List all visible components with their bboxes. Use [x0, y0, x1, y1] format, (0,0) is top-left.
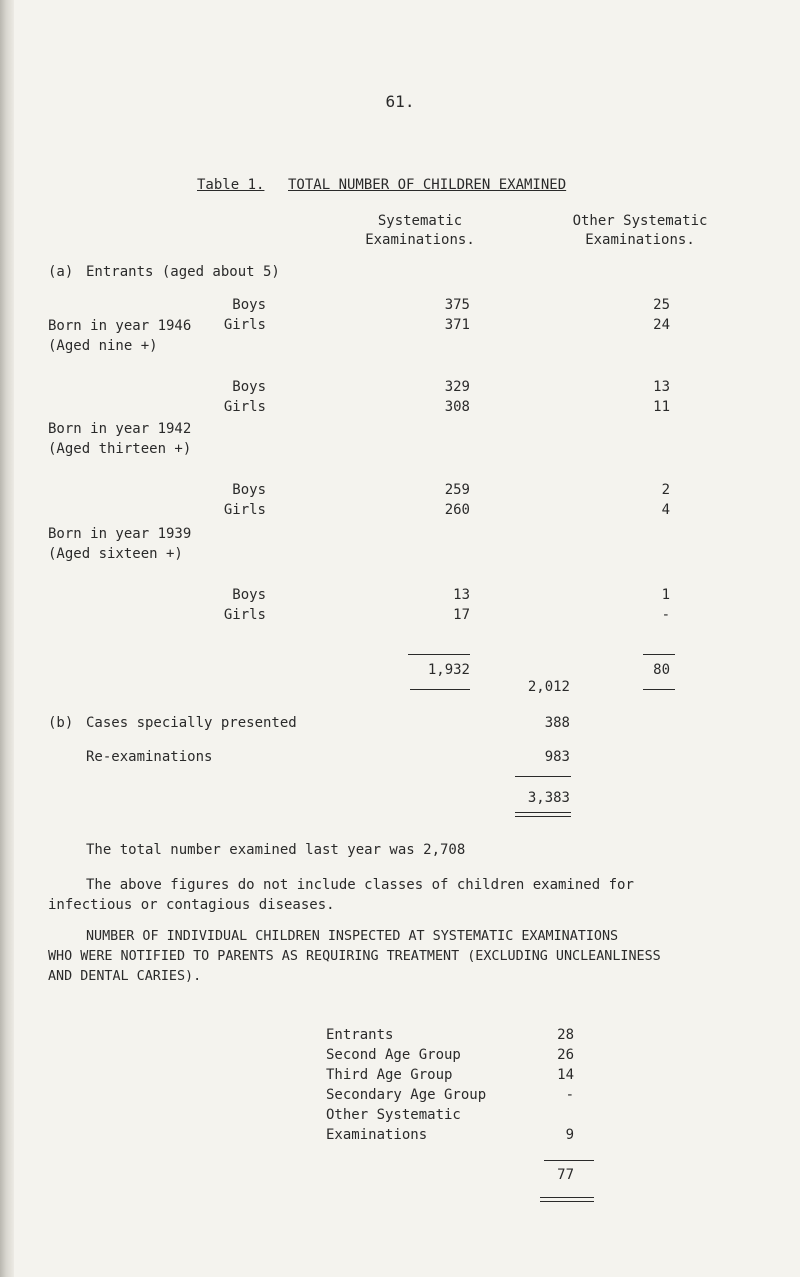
- rule-below-col2: [643, 689, 675, 690]
- row-label: Girls: [223, 399, 266, 415]
- double-rule-treatment-total: [540, 1197, 594, 1202]
- col1-header-line2: Examinations.: [365, 232, 475, 248]
- col2-header-line2: Examinations.: [585, 232, 695, 248]
- row-label: Boys: [232, 297, 266, 313]
- reexam-label: Re-examinations: [86, 749, 213, 765]
- section-a-title: Entrants (aged about 5): [86, 264, 280, 280]
- section-b-label: (b): [48, 715, 74, 731]
- group-heading-line: Born in year 1939: [48, 526, 192, 542]
- rule-subtotal-col2: [643, 654, 675, 655]
- group-heading-line: (Aged sixteen +): [48, 546, 183, 562]
- systematic-value: 260: [444, 502, 470, 518]
- systematic-value: 329: [444, 379, 470, 395]
- row-label: Girls: [223, 502, 266, 518]
- col1-header-line1: Systematic: [377, 213, 463, 229]
- treatment-label: Entrants: [326, 1027, 394, 1043]
- group-heading-line: (Aged nine +): [48, 338, 158, 354]
- scan-edge-shadow: [0, 0, 14, 1277]
- treatment-label: Third Age Group: [326, 1067, 453, 1083]
- rule-treatment-total: [544, 1160, 594, 1161]
- cases-label: Cases specially presented: [86, 715, 297, 731]
- other-value: 11: [653, 399, 670, 415]
- group-heading-line: Born in year 1942: [48, 421, 192, 437]
- treatment-value: -: [565, 1087, 574, 1103]
- other-value: 13: [653, 379, 670, 395]
- row-label: Boys: [232, 482, 266, 498]
- row-label: Girls: [223, 317, 266, 333]
- group-heading-line: Born in year 1946: [48, 318, 192, 334]
- table-label: Table 1.: [197, 177, 265, 193]
- grand-total: 3,383: [527, 790, 570, 806]
- treatment-value: 28: [557, 1027, 574, 1043]
- systematic-value: 259: [444, 482, 470, 498]
- combined-total: 2,012: [527, 679, 570, 695]
- notified-heading-line-2: WHO WERE NOTIFIED TO PARENTS AS REQUIRING TREATMENT (EXCLUDING UNCLEANLINESS: [48, 949, 661, 964]
- systematic-value: 308: [444, 399, 470, 415]
- subtotal-other: 80: [653, 662, 670, 678]
- row-label: Boys: [232, 587, 266, 603]
- other-value: 4: [661, 502, 670, 518]
- cases-value: 388: [544, 715, 570, 731]
- treatment-label: Second Age Group: [326, 1047, 461, 1063]
- other-value: 2: [661, 482, 670, 498]
- table-title: TOTAL NUMBER OF CHILDREN EXAMINED: [288, 177, 567, 193]
- other-value: 25: [653, 297, 670, 313]
- rule-grand-total: [515, 776, 571, 777]
- last-year-note: The total number examined last year was 2,708: [86, 842, 466, 858]
- systematic-value: 17: [453, 607, 470, 623]
- section-a-label: (a): [48, 264, 74, 280]
- exclusion-line-1: The above figures do not include classes of children examined for: [86, 877, 634, 893]
- treatment-label: Secondary Age Group: [326, 1087, 487, 1103]
- other-value: 1: [661, 587, 670, 603]
- systematic-value: 371: [444, 317, 470, 333]
- notified-heading-line-1: NUMBER OF INDIVIDUAL CHILDREN INSPECTED AT SYSTEMATIC EXAMINATIONS: [86, 929, 619, 944]
- other-value: -: [661, 607, 670, 623]
- systematic-value: 375: [444, 297, 470, 313]
- treatment-value: 26: [557, 1047, 574, 1063]
- treatment-value: 14: [557, 1067, 574, 1083]
- exclusion-line-2: infectious or contagious diseases.: [48, 897, 335, 913]
- treatment-label: Examinations: [326, 1127, 428, 1143]
- col2-header-line1: Other Systematic: [572, 213, 708, 229]
- reexam-value: 983: [544, 749, 570, 765]
- rule-below-col1: [410, 689, 470, 690]
- row-label: Girls: [223, 607, 266, 623]
- notified-heading-line-3: AND DENTAL CARIES).: [48, 969, 202, 984]
- row-label: Boys: [232, 379, 266, 395]
- systematic-value: 13: [453, 587, 470, 603]
- other-value: 24: [653, 317, 670, 333]
- double-rule-grand-total: [515, 812, 571, 817]
- rule-subtotal-col1: [408, 654, 470, 655]
- treatment-label: Other Systematic: [326, 1107, 461, 1123]
- treatment-total: 77: [557, 1167, 574, 1183]
- page-number: 61.: [385, 92, 415, 111]
- group-heading-line: (Aged thirteen +): [48, 441, 192, 457]
- treatment-value: 9: [565, 1127, 574, 1143]
- subtotal-systematic: 1,932: [427, 662, 470, 678]
